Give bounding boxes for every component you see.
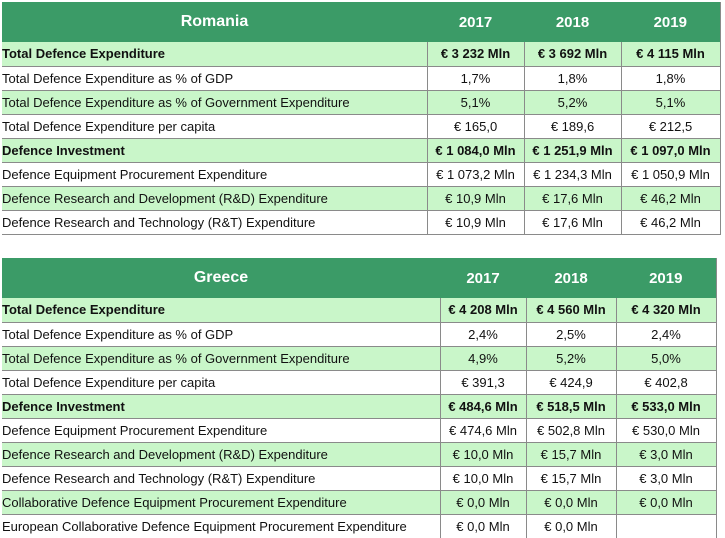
row-value: € 4 115 Mln [621,42,720,66]
table-row [2,490,716,514]
row-value: € 1 234,3 Mln [524,162,621,186]
row-value: 5,2% [526,346,616,370]
row-value: 2,4% [440,322,526,346]
row-label: Total Defence Expenditure as % of Government Expenditure [2,90,427,114]
row-value: € 533,0 Mln [616,394,716,418]
row-value: € 0,0 Mln [440,490,526,514]
row-value: 1,8% [621,66,720,90]
row-value: 5,1% [621,90,720,114]
row-value: 2,4% [616,322,716,346]
country-name: Greece [2,258,440,298]
row-value: € 518,5 Mln [526,394,616,418]
row-value: € 189,6 [524,114,621,138]
year-header: 2017 [440,258,526,298]
row-label: Total Defence Expenditure as % of GDP [2,66,427,90]
row-label: Defence Investment [2,138,427,162]
row-label: European Collaborative Defence Equipment Procurement Expenditure [2,514,440,538]
row-value: 5,0% [616,346,716,370]
year-header: 2017 [427,2,524,42]
table-row [2,66,720,90]
row-value: 4,9% [440,346,526,370]
row-label: Defence Research and Technology (R&T) Expenditure [2,210,427,234]
row-value: € 3,0 Mln [616,442,716,466]
row-value: € 391,3 [440,370,526,394]
row-value: € 46,2 Mln [621,186,720,210]
table-row [2,514,716,538]
row-value: € 4 208 Mln [440,298,526,322]
row-label: Collaborative Defence Equipment Procurement Expenditure [2,490,440,514]
row-value: € 15,7 Mln [526,466,616,490]
table-row [2,90,720,114]
row-value: € 165,0 [427,114,524,138]
table-row [2,370,716,394]
row-label: Total Defence Expenditure per capita [2,370,440,394]
row-value: 1,8% [524,66,621,90]
table-row [2,298,716,322]
row-value: € 1 251,9 Mln [524,138,621,162]
table-row [2,466,716,490]
year-header: 2019 [621,2,720,42]
row-label: Total Defence Expenditure as % of Government Expenditure [2,346,440,370]
row-value: € 3,0 Mln [616,466,716,490]
row-value: € 1 097,0 Mln [621,138,720,162]
row-value: € 4 320 Mln [616,298,716,322]
row-value: € 10,9 Mln [427,210,524,234]
table-row [2,394,716,418]
row-value: € 1 084,0 Mln [427,138,524,162]
country-name: Romania [2,2,427,42]
romania-defence-table [2,2,721,235]
row-value: € 17,6 Mln [524,210,621,234]
row-value: € 3 692 Mln [524,42,621,66]
row-value: € 0,0 Mln [440,514,526,538]
row-value: € 0,0 Mln [526,490,616,514]
row-value: € 424,9 [526,370,616,394]
year-header: 2018 [524,2,621,42]
row-value: 1,7% [427,66,524,90]
row-label: Total Defence Expenditure as % of GDP [2,322,440,346]
table-row [2,322,716,346]
row-value: € 4 560 Mln [526,298,616,322]
row-value: € 502,8 Mln [526,418,616,442]
row-label: Defence Research and Development (R&D) Expenditure [2,442,440,466]
table-row [2,162,720,186]
row-value: € 46,2 Mln [621,210,720,234]
row-value: € 1 073,2 Mln [427,162,524,186]
row-value: € 10,0 Mln [440,442,526,466]
table-row [2,114,720,138]
row-label: Total Defence Expenditure [2,298,440,322]
row-value: € 530,0 Mln [616,418,716,442]
table-header [2,2,720,42]
row-value: 5,2% [524,90,621,114]
year-header: 2019 [616,258,716,298]
row-value: € 484,6 Mln [440,394,526,418]
row-value: € 15,7 Mln [526,442,616,466]
row-label: Defence Equipment Procurement Expenditure [2,162,427,186]
table-row [2,346,716,370]
row-value: € 10,9 Mln [427,186,524,210]
table-header [2,258,716,298]
row-value: € 474,6 Mln [440,418,526,442]
row-label: Total Defence Expenditure per capita [2,114,427,138]
row-value: € 10,0 Mln [440,466,526,490]
row-label: Defence Research and Technology (R&T) Expenditure [2,466,440,490]
row-label: Defence Research and Development (R&D) Expenditure [2,186,427,210]
year-header: 2018 [526,258,616,298]
table-row [2,138,720,162]
row-label: Defence Investment [2,394,440,418]
row-value: 5,1% [427,90,524,114]
row-value: € 212,5 [621,114,720,138]
row-value [616,514,716,538]
table-row [2,418,716,442]
row-value: € 3 232 Mln [427,42,524,66]
greece-defence-table [2,258,717,538]
row-value: € 17,6 Mln [524,186,621,210]
table-row [2,186,720,210]
row-label: Total Defence Expenditure [2,42,427,66]
row-value: € 0,0 Mln [526,514,616,538]
row-value: € 0,0 Mln [616,490,716,514]
table-row [2,42,720,66]
row-value: € 1 050,9 Mln [621,162,720,186]
row-value: € 402,8 [616,370,716,394]
row-value: 2,5% [526,322,616,346]
table-row [2,210,720,234]
row-label: Defence Equipment Procurement Expenditure [2,418,440,442]
table-row [2,442,716,466]
